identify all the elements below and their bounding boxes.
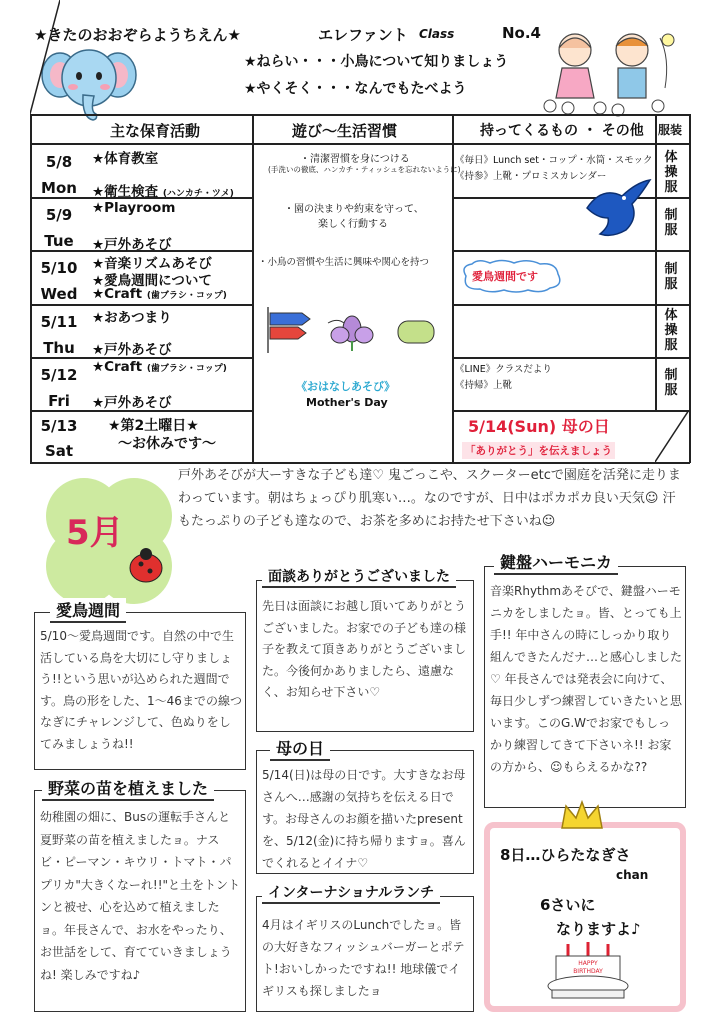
story-title: Mother's Day bbox=[306, 396, 388, 409]
birthday-chan: chan bbox=[616, 868, 649, 882]
row-activity bbox=[92, 359, 227, 375]
play-text: ・小鳥の習慣や生活に興味や関心を持つ bbox=[258, 257, 430, 268]
row-activity: ★体育教室 bbox=[92, 151, 159, 167]
play-text: ・園の決まりや約束を守って、 bbox=[284, 204, 424, 215]
carp-streamer-illustration bbox=[262, 305, 442, 355]
play-text: 楽しく行動する bbox=[318, 219, 388, 230]
crown-icon bbox=[560, 800, 604, 832]
story-label: 《おはなしあそび》 bbox=[296, 380, 396, 393]
children-illustration bbox=[540, 28, 680, 118]
intro-text: 戸外あそびが大ーすきな子ども達♡ 鬼ごっこや、スクーターetcで園庭を活発に走りまわっています。朝はちょっぴり肌寒い…。なのですが、日中はポカポカ良い天気☺ 汗もたっぷりの子ども達なので、お茶を多めにお持たせ下さいね☺ bbox=[178, 468, 681, 529]
row-activity: ★愛鳥週間について bbox=[92, 273, 212, 289]
row-clothes: 体操服 bbox=[664, 150, 678, 195]
lunch-title: インターナショナルランチ bbox=[262, 882, 440, 904]
row-date: 5/10 bbox=[40, 259, 78, 277]
play-note: (手洗いの徹底、ハンカチ・ティッシュを忘れないように) bbox=[268, 165, 461, 174]
bring-line: 《LINE》クラスだより bbox=[455, 364, 552, 375]
school-name: ★きたのおおぞらようちえん★ bbox=[34, 26, 241, 44]
mothers-day-thanks: 「ありがとう」を伝えましょう bbox=[462, 442, 615, 459]
bird-week-label: 愛鳥週間です bbox=[472, 270, 538, 283]
row-activity: ★第2土曜日★ bbox=[108, 418, 199, 434]
bird-week-title: 愛鳥週間 bbox=[50, 598, 126, 623]
col-play-header: 遊び～生活習慣 bbox=[292, 122, 398, 140]
col-bring-header: 持ってくるもの ・ その他 bbox=[480, 123, 644, 139]
row-date: 5/8 bbox=[45, 153, 73, 171]
bird-week-text: 5/10～愛鳥週間です。自然の中で生活している鳥を大切にし守りましょう!!という思いが込められた週間です。鳥の形をした、1～46までの線つなぎにチャレンジして、色ぬりをしてみましょうね!! bbox=[40, 629, 242, 751]
row-date: 5/13 bbox=[40, 417, 78, 435]
aim-text: ★ねらい・・・小鳥について知りましょう bbox=[244, 54, 509, 70]
bring-return: 《持帰》上靴 bbox=[455, 380, 513, 391]
birthday-name: 8日…ひらたなぎさ bbox=[500, 846, 631, 864]
saturday-slash bbox=[655, 410, 689, 462]
row-activity-text: ★Craft bbox=[92, 359, 143, 375]
row-note: (歯ブラシ・コップ) bbox=[146, 364, 227, 374]
mothers-day-section-title: 母の日 bbox=[270, 736, 330, 761]
row-date: 5/9 bbox=[45, 206, 73, 224]
birthday-message: なりますよ♪ bbox=[556, 920, 641, 938]
birthday-age: 6さいに bbox=[540, 896, 596, 914]
interview-text: 先日は面談にお越し頂いてありがとうございました。お家での子ども達の様子を教えて頂きありがとうございました。今後何かありましたら、遠慮なく、お知らせ下さい♡ bbox=[262, 599, 467, 699]
class-word: Class bbox=[419, 27, 455, 41]
issue-number: No.4 bbox=[502, 24, 541, 42]
swallow-bird-illustration bbox=[582, 178, 652, 240]
row-dow: Sat bbox=[44, 442, 74, 460]
bring-carry: 《持参》上靴・プロミスカレンダー bbox=[455, 171, 607, 182]
row-date: 5/11 bbox=[40, 313, 78, 331]
row-activity: ～お休みです～ bbox=[118, 436, 216, 452]
row-clothes: 体操服 bbox=[664, 308, 678, 353]
row-clothes: 制服 bbox=[664, 208, 678, 238]
row-dow: Tue bbox=[44, 232, 74, 250]
table-corner-slash bbox=[30, 0, 60, 114]
row-activity: ★おあつまり bbox=[92, 310, 172, 326]
bring-daily: 《毎日》Lunch set・コップ・水筒・スモック bbox=[455, 155, 653, 166]
promise-text: ★やくそく・・・なんでもたべよう bbox=[244, 81, 467, 97]
month-label: 5月 bbox=[66, 513, 124, 553]
row-dow: Wed bbox=[40, 285, 78, 303]
row-clothes: 制服 bbox=[664, 368, 678, 398]
row-activity: ★Playroom bbox=[92, 200, 176, 216]
row-dow: Fri bbox=[48, 392, 70, 410]
row-note: (歯ブラシ・コップ) bbox=[146, 291, 227, 301]
mothers-day-title: 5/14(Sun) 母の日 bbox=[468, 417, 610, 436]
row-activity bbox=[92, 286, 227, 302]
vegetable-text: 幼稚園の畑に、Busの運転手さんと夏野菜の苗を植えましたョ。ナスビ・ピーマン・キウリ・トマト・パプリカ"大きくなーれ!!"と土をトントンと被せ、心を込めて植えましたョ。年長さんで、お水をやったり、お世話をして、育てていきましょうね! 楽しみですね♪ bbox=[40, 810, 241, 982]
row-activity: ★音楽リズムあそび bbox=[92, 256, 212, 272]
col-activity-header: 主な保育活動 bbox=[110, 122, 201, 140]
row-dow: Thu bbox=[43, 339, 75, 357]
row-activity: ★戸外あそび bbox=[92, 395, 172, 411]
lunch-text: 4月はイギリスのLunchでしたョ。皆の大好きなフィッシュバーガーとポテト!おいしかったですね!! 地球儀でイギリスも探しましたョ bbox=[262, 918, 465, 998]
row-activity: ★戸外あそび bbox=[92, 342, 172, 358]
row-date: 5/12 bbox=[40, 366, 78, 384]
mothers-day-text: 5/14(日)は母の日です。大すきなお母さんへ…感謝の気持ちを伝える日です。お母さんのお顔を描いたpresentを、5/12(金)に持ち帰りますョ。喜んでくれるとイイナ♡ bbox=[262, 768, 466, 870]
play-text: ・清潔習慣を身につける bbox=[300, 154, 410, 165]
cake-text: HAPPY BIRTHDAY bbox=[573, 960, 603, 975]
row-activity: ★戸外あそび bbox=[92, 237, 172, 253]
class-name: エレファント bbox=[318, 26, 408, 44]
vegetable-title: 野菜の苗を植えました bbox=[42, 776, 214, 801]
harmonica-text: 音楽Rhythmあそびで、鍵盤ハーモニカをしましたョ。皆、とっても上手!! 年中さんの時にしっかり取り組んできたんだナ…と感心しました♡ 年長さんでは発表会に向けて、毎日少しずつ練習していきたいと思います。このG.Wでお家でもしっかり練習してきて下さいネ!! お家の方から、☺もらえるかな?? bbox=[490, 584, 683, 774]
row-clothes: 制服 bbox=[664, 262, 678, 292]
row-activity-text: ★Craft bbox=[92, 286, 143, 302]
row-activity bbox=[92, 180, 234, 200]
row-activity-text: ★衛生検査 bbox=[92, 184, 159, 200]
harmonica-title: 鍵盤ハーモニカ bbox=[494, 550, 618, 575]
row-dow: Mon bbox=[41, 179, 77, 197]
row-note: (ハンカチ・ツメ) bbox=[162, 189, 234, 199]
col-clothes-header: 服装 bbox=[658, 123, 683, 137]
interview-title: 面談ありがとうございました bbox=[262, 566, 456, 588]
